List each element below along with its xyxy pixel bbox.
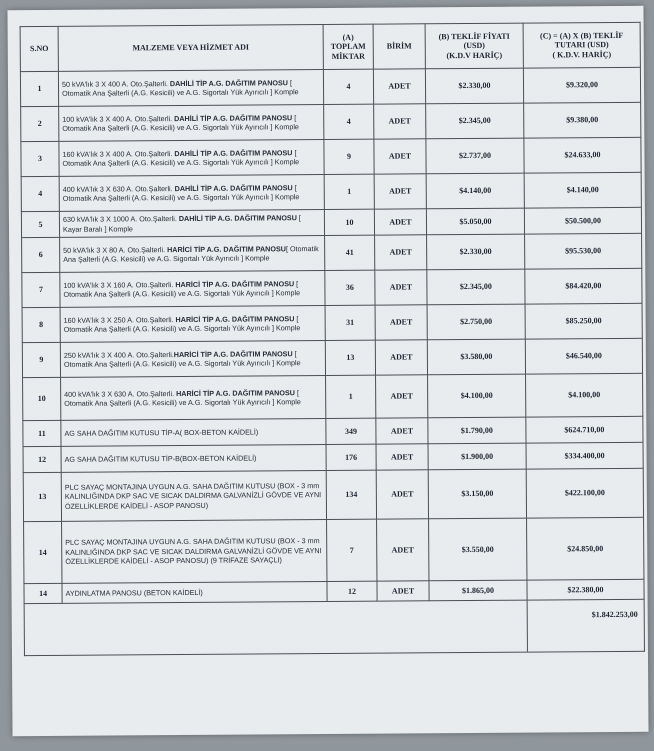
item-unit-price: $4.100,00 [428,374,526,418]
table-row [21,137,641,176]
item-unit: ADET [375,305,427,340]
row-number: 13 [23,472,61,521]
row-number: 6 [22,237,60,272]
item-unit-price: $4.140,00 [426,173,524,209]
item-total: $95.530,00 [525,233,642,269]
item-panel-type: HARİCİ TİP A.G. DAĞITIM PANOSU [167,243,286,254]
item-panel-type: DAHİLİ TİP A.G. DAĞITIM PANOSU [174,182,293,193]
item-unit-price: $2.345,00 [426,103,524,139]
item-total: $24.633,00 [524,137,641,173]
item-unit-price: $2.737,00 [426,138,524,174]
item-description-detail: [ Otomatik Ana Şalterli (A.G. Kesicili) ve A.G. Sigortalı Yük Ayırıcılı ] Komple [64,387,301,408]
item-description [60,236,325,273]
item-unit: ADET [377,581,429,601]
item-unit: ADET [377,519,429,581]
item-panel-type: DAHİLİ TİP A.G. DAĞITIM PANOSU [169,77,288,88]
item-description-text: AG SAHA DAĞITIM KUTUSU TİP-A( BOX-BETON KAİDELİ) [64,427,259,438]
document-page [7,6,648,736]
item-description-detail: [ Otomatik Ana Şalterli (A.G. Kesicili) ve A.G. Sigortalı Yük Ayırıcılı ] Komple [62,77,299,98]
item-description [61,419,326,447]
item-unit: ADET [376,375,428,418]
item-description [60,271,325,308]
item-description-text: 50 kVA'lık 3 X 80 A. Oto.Şalterli. [63,244,168,255]
row-number: 5 [21,211,59,237]
item-unit-price: $1.900,00 [428,443,526,470]
item-description-detail: [ Otomatik Ana Şalterli (A.G. Kesicili) ve A.G. Sigortalı Yük Ayırıcılı ] Komple [62,182,300,203]
header-total-line2: TUTARI (USD) [554,40,609,50]
header-qty-line1: (A) [342,32,354,42]
header-total [523,22,640,68]
item-unit-price: $5.050,00 [426,208,524,235]
item-unit-price: $1.790,00 [428,417,526,444]
header-qty [323,24,373,69]
item-quantity: 9 [324,139,374,174]
item-description-text: 50 kVA'lık 3 X 400 A. Oto.Şalterli. [61,78,170,89]
item-quantity: 1 [324,174,374,209]
item-description [58,70,323,107]
table-row [22,338,642,377]
header-total-line3: ( K.D.V. HARİÇ) [552,49,612,60]
row-number: 12 [23,446,61,472]
item-unit: ADET [374,104,426,139]
table-row [20,67,640,106]
row-number: 14 [24,521,62,583]
item-unit: ADET [375,235,427,270]
item-total: $24.850,00 [527,517,644,580]
item-description-detail: [ Kayar Baralı ] Komple [62,213,301,234]
grand-total-spacer [24,600,527,656]
item-description-text: PLC SAYAÇ MONTAJINA UYGUN A.G. SAHA DAĞITIM KUTUSU (BOX - 3 mm KALINLIĞINDA DKP SAC VE SICAK DALDIRMA GALVANİZLİ GÖVDE VE AYNI ÖZELLİKLERDE KAİDELİ - ASOP PANOSU) (9 TRİFAZE SAYAÇLI) [65,536,322,567]
header-price [425,23,523,69]
item-description [60,306,325,343]
row-number: 7 [22,272,60,307]
item-panel-type: DAHİLİ TİP A.G. DAĞITIM PANOSU [174,112,293,123]
row-number: 4 [21,176,59,211]
item-description [61,445,326,473]
item-description-text: AYDINLATMA PANOSU (BETON KAİDELİ) [65,587,203,598]
item-description [61,376,326,421]
item-total: $9.380,00 [524,102,641,138]
table-row [22,233,642,272]
item-total: $624.710,00 [526,416,643,443]
item-panel-type: HARİCİ TİP A.G. DAĞITIM PANOSU [175,313,295,324]
table-row [21,172,641,211]
item-description [59,105,324,142]
item-description-detail: [ Otomatik Ana Şalterli (A.G. Kesicili) ve A.G. Sigortalı Yük Ayırıcılı ] Komple [63,313,301,334]
item-panel-type: HARİCİ TİP A.G. DAĞITIM PANOSU [175,278,295,289]
item-unit-price: $2.330,00 [427,234,525,270]
item-quantity: 41 [325,235,375,270]
item-description-text: 400 kVA'lık 3 X 630 A. Oto.Şalterli. [64,388,177,399]
item-description-detail: [ Otomatik Ana Şalterli (A.G. Kesicili) ve A.G. Sigortalı Yük Ayırıcılı ] Komple [62,112,299,133]
item-description [62,520,327,584]
item-unit-price: $3.150,00 [428,469,526,519]
quote-table [20,22,645,656]
item-quantity: 10 [324,209,374,235]
item-total: $422.100,00 [526,468,643,518]
item-total: $4.140,00 [524,172,641,208]
item-description-text: AG SAHA DAĞITIM KUTUSU TİP-B(BOX-BETON KAİDELİ) [64,453,257,464]
header-row [20,22,640,71]
item-quantity: 349 [326,418,376,444]
item-unit-price: $1.865,00 [429,580,527,601]
item-unit: ADET [375,270,427,305]
item-unit: ADET [376,418,428,444]
item-quantity: 134 [326,470,376,519]
item-total: $9.320,00 [523,67,640,103]
item-total: $4.100,00 [526,373,643,417]
item-unit: ADET [375,340,427,375]
row-number: 2 [21,106,59,141]
item-quantity: 13 [325,340,375,375]
item-description-text: 250 kVA'lık 3 X 400 A. Oto.Şalterli. [63,349,174,360]
header-qty-line3: MİKTAR [331,51,365,61]
item-panel-type: DAHİLİ TİP A.G. DAĞITIM PANOSU [178,213,297,224]
item-unit-price: $3.580,00 [427,339,525,375]
item-panel-type: DAHİLİ TİP A.G. DAĞITIM PANOSU [174,147,293,158]
row-number: 3 [21,141,59,176]
item-unit: ADET [374,139,426,174]
header-total-line1: (C) = (A) X (B) TEKLİF [539,30,624,41]
item-unit-price: $2.345,00 [427,269,525,305]
header-qty-line2: TOPLAM [330,41,366,52]
item-description-text: 100 kVA'lık 3 X 400 A. Oto.Şalterli. [62,113,175,124]
grand-total-value: $1.842.253,00 [527,599,644,652]
row-number: 11 [23,420,61,446]
item-quantity: 4 [323,69,373,104]
item-quantity: 12 [327,581,377,601]
item-quantity: 31 [325,305,375,340]
item-total: $84.420,00 [525,268,642,304]
row-number: 1 [20,71,58,106]
item-total: $334.400,00 [526,442,643,469]
table-row [22,303,642,342]
row-number: 9 [22,342,60,377]
item-description [61,471,326,522]
item-description [60,341,325,378]
item-unit: ADET [374,209,426,235]
item-unit: ADET [376,470,428,519]
item-total: $46.540,00 [525,338,642,374]
item-description [62,582,327,604]
item-unit-price: $2.330,00 [425,68,523,104]
item-description-detail: [ Otomatik Ana Şalterli (A.G. Kesicili) ve A.G. Sigortalı Yük Ayırıcılı ] Komple [62,147,300,168]
item-total: $85.250,00 [525,303,642,339]
item-description-detail: [ Otomatik Ana Şalterli (A.G. Kesicili) ve A.G. Sigortalı Yük Ayırıcılı ] Komple [63,243,319,264]
header-no: S.NO [20,26,58,71]
item-unit-price: $2.750,00 [427,304,525,340]
row-number: 14 [24,583,62,603]
item-quantity: 7 [327,519,377,581]
item-description-text: 160 kVA'lık 3 X 250 A. Oto.Şalterli. [63,314,176,325]
item-total: $50.500,00 [524,207,641,234]
item-quantity: 4 [324,104,374,139]
item-total: $22.380,00 [527,579,644,600]
item-description-text: 160 kVA'lık 3 X 400 A. Oto.Şalterli. [62,148,175,159]
header-item: MALZEME VEYA HİZMET ADI [58,25,323,72]
item-description-text: 100 kVA'lık 3 X 160 A. Oto.Şalterli. [63,279,176,290]
item-description-detail: [ Otomatik Ana Şalterli (A.G. Kesicili) ve A.G. Sigortalı Yük Ayırıcılı ] Komple [63,348,301,369]
item-quantity: 36 [325,270,375,305]
item-description [59,175,324,212]
item-unit: ADET [376,444,428,470]
row-number: 8 [22,307,60,342]
row-number: 10 [23,377,61,420]
item-panel-type: HARİCİ TİP A.G. DAĞITIM PANOSU [176,387,295,398]
header-price-line1: (B) TEKLİF FİYATI [438,31,510,41]
item-unit: ADET [373,69,425,104]
item-description-text: 400 kVA'lık 3 X 630 A. Oto.Şalterli. [62,183,175,194]
item-unit: ADET [374,174,426,209]
item-quantity: 1 [326,375,376,418]
table-row [22,268,642,307]
header-price-line3: (K.D.V HARİÇ) [446,50,503,60]
item-description-text: 630 kVA'lık 3 X 1000 A. Oto.Şalterli. [62,214,179,224]
table-row [23,468,643,521]
item-quantity: 176 [326,444,376,470]
item-description-text: PLC SAYAÇ MONTAJINA UYGUN A.G. SAHA DAĞITIM KUTUSU (BOX - 3 mm KALINLIĞINDA DKP SAC VE SICAK DALDIRMA GALVANİZLİ GÖVDE VE AYNI ÖZELLİKLERDE KAİDELİ - ASOP PANOSU) [64,480,322,511]
item-unit-price: $3.550,00 [429,518,527,581]
table-row [21,102,641,141]
table-row [23,373,643,420]
item-panel-type: HARİCİ TİP A.G. DAĞITIM PANOSU [173,348,293,359]
grand-total-row [24,599,644,655]
header-unit: BİRİM [373,24,425,69]
item-description [59,210,324,238]
item-description [59,140,324,177]
item-description-detail: [ Otomatik Ana Şalterli (A.G. Kesicili) ve A.G. Sigortalı Yük Ayırıcılı ] Komple [63,278,301,299]
table-row [24,517,644,583]
header-price-line2: (USD) [463,41,485,51]
